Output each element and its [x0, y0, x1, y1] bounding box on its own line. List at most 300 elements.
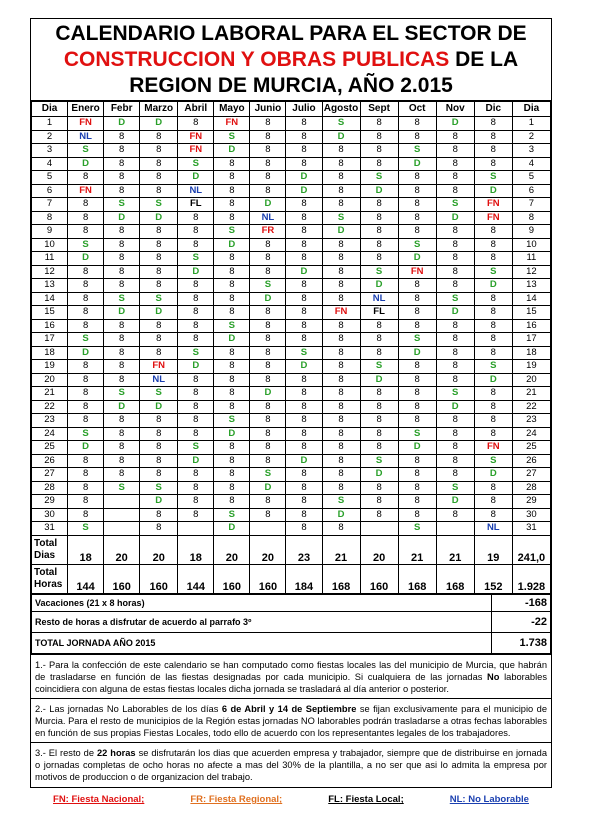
day-cell: 8 — [360, 414, 398, 428]
day-cell: 8 — [398, 279, 436, 293]
legend-fn: FN: Fiesta Nacional; — [53, 794, 145, 805]
day-cell: FN — [140, 360, 178, 374]
day-cell: D — [286, 171, 322, 185]
document-title — [31, 19, 551, 101]
day-cell: D — [178, 171, 214, 185]
day-cell: D — [250, 481, 286, 495]
day-cell: 8 — [436, 279, 474, 293]
day-cell: S — [250, 468, 286, 482]
day-cell: D — [322, 130, 360, 144]
day-cell: S — [178, 252, 214, 266]
day-cell: 8 — [214, 360, 250, 374]
column-header: Agosto — [322, 102, 360, 117]
day-cell: D — [214, 427, 250, 441]
total-value: 19 — [474, 535, 512, 564]
day-cell: 8 — [250, 252, 286, 266]
day-cell: 8 — [140, 265, 178, 279]
day-number: 25 — [32, 441, 68, 455]
table-row — [32, 225, 551, 239]
day-cell: D — [104, 117, 140, 131]
day-number: 17 — [512, 333, 550, 347]
day-cell: NL — [474, 522, 512, 536]
day-number: 16 — [512, 319, 550, 333]
day-cell: 8 — [360, 400, 398, 414]
day-cell: 8 — [360, 252, 398, 266]
day-cell: 8 — [104, 279, 140, 293]
table-row — [32, 522, 551, 536]
day-cell: D — [178, 360, 214, 374]
day-cell: 8 — [286, 400, 322, 414]
table-row — [32, 373, 551, 387]
day-number: 13 — [512, 279, 550, 293]
day-number: 3 — [512, 144, 550, 158]
summary-row — [32, 594, 551, 611]
day-cell: D — [436, 306, 474, 320]
day-cell: 8 — [214, 171, 250, 185]
summary-row — [32, 611, 551, 632]
day-cell: 8 — [104, 130, 140, 144]
day-cell: 8 — [360, 333, 398, 347]
table-row — [32, 252, 551, 266]
table-row — [32, 427, 551, 441]
day-cell: 8 — [322, 346, 360, 360]
day-cell: 8 — [398, 184, 436, 198]
day-cell: 8 — [104, 157, 140, 171]
day-cell: 8 — [474, 333, 512, 347]
day-cell: 8 — [398, 481, 436, 495]
day-cell — [104, 495, 140, 509]
day-cell: S — [68, 144, 104, 158]
note-1: 1.- Para la confección de este calendario se han computado como fiestas locales las del municipio de Murcia, que habrán de trasladarse en función de las fiestas designadas por cada municipio. Si cualquiera de las jornadas No laborables coincidiera con alguna de estas fiestas locales dicha jornada se trasladará al día anterior o posterior. — [31, 654, 551, 698]
day-number: 19 — [32, 360, 68, 374]
column-header: Nov — [436, 102, 474, 117]
summary-label: Resto de horas a disfrutar de acuerdo al parrafo 3º — [32, 611, 492, 632]
day-cell: 8 — [360, 387, 398, 401]
day-cell: 8 — [214, 346, 250, 360]
day-cell: 8 — [250, 508, 286, 522]
day-cell: 8 — [178, 238, 214, 252]
day-cell: 8 — [140, 279, 178, 293]
day-cell: 8 — [398, 306, 436, 320]
day-number: 14 — [32, 292, 68, 306]
day-cell: 8 — [68, 414, 104, 428]
day-cell: 8 — [214, 292, 250, 306]
day-cell: FN — [178, 144, 214, 158]
day-cell: 8 — [286, 157, 322, 171]
total-value: 18 — [178, 535, 214, 564]
day-cell: 8 — [214, 454, 250, 468]
day-cell: 8 — [68, 454, 104, 468]
day-cell: FN — [178, 130, 214, 144]
day-cell: 8 — [286, 117, 322, 131]
day-number: 2 — [512, 130, 550, 144]
total-value: 144 — [178, 564, 214, 593]
day-number: 28 — [512, 481, 550, 495]
day-cell: 8 — [398, 454, 436, 468]
day-cell: 8 — [140, 144, 178, 158]
day-cell: 8 — [436, 184, 474, 198]
day-cell: D — [214, 333, 250, 347]
day-cell: 8 — [474, 117, 512, 131]
day-cell: 8 — [68, 508, 104, 522]
column-header: Enero — [68, 102, 104, 117]
day-number: 6 — [512, 184, 550, 198]
day-cell: 8 — [474, 130, 512, 144]
day-cell: 8 — [250, 360, 286, 374]
day-cell: S — [436, 292, 474, 306]
table-row — [32, 130, 551, 144]
day-cell: D — [68, 441, 104, 455]
day-cell: 8 — [178, 387, 214, 401]
summary-value: 1.738 — [492, 632, 551, 653]
day-cell: 8 — [286, 387, 322, 401]
day-number: 5 — [512, 171, 550, 185]
day-cell: FN — [322, 306, 360, 320]
day-cell: 8 — [68, 387, 104, 401]
day-cell — [436, 522, 474, 536]
day-cell: 8 — [104, 171, 140, 185]
day-cell: D — [140, 495, 178, 509]
day-number: 20 — [512, 373, 550, 387]
day-cell: 8 — [250, 306, 286, 320]
day-number: 19 — [512, 360, 550, 374]
total-value: 21 — [436, 535, 474, 564]
day-cell: D — [322, 508, 360, 522]
day-cell: D — [250, 198, 286, 212]
column-header: Dic — [474, 102, 512, 117]
day-cell: 8 — [68, 265, 104, 279]
day-cell: D — [68, 346, 104, 360]
column-header: Dia — [32, 102, 68, 117]
day-cell: 8 — [322, 171, 360, 185]
day-cell: 8 — [214, 157, 250, 171]
day-number: 27 — [512, 468, 550, 482]
day-cell: 8 — [474, 495, 512, 509]
day-cell: 8 — [286, 522, 322, 536]
day-number: 21 — [512, 387, 550, 401]
total-value: 144 — [68, 564, 104, 593]
day-cell: S — [398, 522, 436, 536]
day-cell: 8 — [474, 346, 512, 360]
day-cell: 8 — [140, 522, 178, 536]
summary-label: Vacaciones (21 x 8 horas) — [32, 594, 492, 611]
day-cell: 8 — [322, 265, 360, 279]
day-cell: 8 — [474, 292, 512, 306]
day-number: 26 — [512, 454, 550, 468]
day-cell: 8 — [436, 171, 474, 185]
day-cell: 8 — [250, 171, 286, 185]
day-cell — [178, 522, 214, 536]
day-cell: 8 — [104, 427, 140, 441]
day-cell: 8 — [436, 238, 474, 252]
day-cell: 8 — [140, 333, 178, 347]
title-line-3: REGION DE MURCIA, AÑO 2.015 — [129, 74, 453, 97]
total-value: 160 — [140, 564, 178, 593]
day-cell: D — [436, 117, 474, 131]
day-cell: 8 — [436, 265, 474, 279]
day-cell: 8 — [214, 481, 250, 495]
day-cell: 8 — [474, 306, 512, 320]
day-cell: 8 — [140, 441, 178, 455]
day-cell: S — [398, 333, 436, 347]
day-cell: D — [436, 400, 474, 414]
table-row — [32, 211, 551, 225]
day-cell: 8 — [140, 252, 178, 266]
day-cell: 8 — [398, 414, 436, 428]
day-cell: 8 — [250, 319, 286, 333]
day-cell: 8 — [178, 211, 214, 225]
day-cell: 8 — [250, 265, 286, 279]
day-cell: 8 — [286, 211, 322, 225]
day-cell: 8 — [398, 495, 436, 509]
day-cell: 8 — [104, 414, 140, 428]
day-cell: S — [474, 360, 512, 374]
day-cell: 8 — [214, 279, 250, 293]
day-cell: S — [140, 481, 178, 495]
day-cell: 8 — [360, 495, 398, 509]
legend-fr: FR: Fiesta Regional; — [190, 794, 283, 805]
day-cell: D — [398, 441, 436, 455]
day-cell: D — [360, 279, 398, 293]
day-cell: 8 — [178, 333, 214, 347]
day-cell: 8 — [250, 333, 286, 347]
day-cell: 8 — [474, 481, 512, 495]
day-cell: 8 — [322, 360, 360, 374]
table-row — [32, 400, 551, 414]
day-number: 4 — [512, 157, 550, 171]
day-cell: 8 — [68, 481, 104, 495]
day-cell: S — [360, 171, 398, 185]
day-cell: 8 — [286, 495, 322, 509]
day-cell: 8 — [104, 238, 140, 252]
table-row — [32, 319, 551, 333]
day-cell: 8 — [436, 333, 474, 347]
day-cell: 8 — [214, 495, 250, 509]
total-value: 20 — [140, 535, 178, 564]
day-cell: 8 — [140, 508, 178, 522]
note-3: 3.- El resto de 22 horas se disfrutarán los dias que acuerden empresa y trabajador, siempre que de distribuirse en jornada o jornadas completas de ocho horas no afecte a mas del 30% de la plantilla, a no ser que asi lo admita la empresa por motivos de produccion o de organizacion del trabajo. — [31, 742, 551, 786]
day-cell: 8 — [436, 508, 474, 522]
day-cell: D — [178, 265, 214, 279]
day-cell: FN — [474, 441, 512, 455]
day-cell: D — [398, 252, 436, 266]
day-number: 8 — [512, 211, 550, 225]
day-number: 3 — [32, 144, 68, 158]
day-cell: S — [322, 495, 360, 509]
day-number: 20 — [32, 373, 68, 387]
day-cell: S — [178, 157, 214, 171]
day-cell: 8 — [436, 468, 474, 482]
column-header: Junio — [250, 102, 286, 117]
table-row — [32, 144, 551, 158]
day-cell: 8 — [178, 292, 214, 306]
day-cell: 8 — [322, 522, 360, 536]
day-cell: 8 — [286, 252, 322, 266]
summary-value: -168 — [492, 594, 551, 611]
day-cell: 8 — [104, 184, 140, 198]
column-header: Oct — [398, 102, 436, 117]
day-number: 30 — [512, 508, 550, 522]
table-row — [32, 198, 551, 212]
day-cell: S — [322, 117, 360, 131]
day-cell: 8 — [140, 184, 178, 198]
day-cell: 8 — [286, 508, 322, 522]
total-value: 160 — [360, 564, 398, 593]
day-cell: 8 — [398, 130, 436, 144]
day-cell: 8 — [178, 319, 214, 333]
day-cell: 8 — [250, 373, 286, 387]
day-cell: 8 — [436, 346, 474, 360]
day-cell: NL — [250, 211, 286, 225]
table-row — [32, 495, 551, 509]
day-number: 24 — [512, 427, 550, 441]
day-number: 6 — [32, 184, 68, 198]
day-cell: 8 — [360, 157, 398, 171]
day-cell: FN — [68, 184, 104, 198]
day-cell: 8 — [286, 130, 322, 144]
table-row — [32, 279, 551, 293]
day-number: 12 — [512, 265, 550, 279]
day-cell: 8 — [140, 157, 178, 171]
day-cell: S — [436, 198, 474, 212]
day-cell: 8 — [398, 508, 436, 522]
day-cell: 8 — [178, 306, 214, 320]
day-number: 23 — [32, 414, 68, 428]
day-cell: 8 — [250, 414, 286, 428]
day-cell: 8 — [286, 468, 322, 482]
day-number: 30 — [32, 508, 68, 522]
day-cell: S — [68, 522, 104, 536]
day-cell: 8 — [322, 481, 360, 495]
day-number: 29 — [512, 495, 550, 509]
day-cell: 8 — [322, 454, 360, 468]
day-cell: 8 — [104, 225, 140, 239]
day-number: 12 — [32, 265, 68, 279]
day-cell: 8 — [68, 319, 104, 333]
day-cell: FL — [360, 306, 398, 320]
day-cell — [104, 522, 140, 536]
day-cell: S — [214, 130, 250, 144]
day-cell: 8 — [104, 265, 140, 279]
day-cell: 8 — [140, 346, 178, 360]
day-cell: D — [474, 468, 512, 482]
calendar-table — [31, 101, 551, 594]
day-cell: 8 — [178, 427, 214, 441]
day-cell: 8 — [322, 373, 360, 387]
day-cell: 8 — [286, 198, 322, 212]
day-cell: NL — [178, 184, 214, 198]
day-cell: 8 — [140, 319, 178, 333]
day-cell: 8 — [436, 373, 474, 387]
day-cell: 8 — [322, 319, 360, 333]
day-number: 27 — [32, 468, 68, 482]
total-value: 20 — [360, 535, 398, 564]
day-cell: 8 — [360, 198, 398, 212]
day-cell: 8 — [104, 319, 140, 333]
day-cell: 8 — [474, 252, 512, 266]
day-cell: 8 — [68, 211, 104, 225]
day-cell: 8 — [398, 225, 436, 239]
day-cell: 8 — [140, 225, 178, 239]
day-cell: 8 — [286, 427, 322, 441]
day-cell: D — [286, 265, 322, 279]
day-cell: 8 — [140, 130, 178, 144]
total-value: 168 — [322, 564, 360, 593]
day-cell: 8 — [286, 292, 322, 306]
day-cell: 8 — [322, 252, 360, 266]
day-cell: 8 — [214, 252, 250, 266]
day-cell: 8 — [398, 171, 436, 185]
day-cell: 8 — [474, 387, 512, 401]
day-cell: S — [474, 171, 512, 185]
day-cell: 8 — [250, 157, 286, 171]
day-cell: D — [398, 157, 436, 171]
total-value: 20 — [250, 535, 286, 564]
day-number: 1 — [512, 117, 550, 131]
day-cell: 8 — [322, 144, 360, 158]
day-cell: 8 — [178, 225, 214, 239]
day-cell: D — [398, 346, 436, 360]
day-cell: 8 — [286, 333, 322, 347]
day-cell: D — [286, 184, 322, 198]
day-number: 11 — [32, 252, 68, 266]
day-cell: 8 — [474, 400, 512, 414]
day-number: 18 — [32, 346, 68, 360]
summary-row — [32, 632, 551, 653]
day-cell: S — [68, 333, 104, 347]
day-cell: 8 — [250, 144, 286, 158]
day-cell: 8 — [250, 427, 286, 441]
day-number: 21 — [32, 387, 68, 401]
day-cell: 8 — [104, 252, 140, 266]
day-number: 1 — [32, 117, 68, 131]
day-number: 5 — [32, 171, 68, 185]
day-cell: 8 — [286, 373, 322, 387]
day-cell: 8 — [214, 373, 250, 387]
day-number: 22 — [32, 400, 68, 414]
day-cell: S — [398, 427, 436, 441]
day-cell: 8 — [360, 481, 398, 495]
table-row — [32, 333, 551, 347]
day-cell: 8 — [322, 427, 360, 441]
table-row — [32, 468, 551, 482]
day-cell: 8 — [286, 414, 322, 428]
total-label: Total Dias — [32, 535, 68, 564]
day-cell: 8 — [214, 441, 250, 455]
day-cell: D — [178, 454, 214, 468]
day-number: 7 — [32, 198, 68, 212]
day-cell — [104, 508, 140, 522]
table-row — [32, 387, 551, 401]
table-row — [32, 346, 551, 360]
title-line-1: CALENDARIO LABORAL PARA EL SECTOR DE — [55, 22, 527, 45]
day-cell: 8 — [104, 144, 140, 158]
day-cell: 8 — [474, 157, 512, 171]
day-cell: 8 — [178, 495, 214, 509]
column-header: Sept — [360, 102, 398, 117]
day-cell: 8 — [436, 454, 474, 468]
table-row — [32, 441, 551, 455]
day-cell: D — [360, 468, 398, 482]
day-cell: S — [286, 346, 322, 360]
day-cell: D — [104, 306, 140, 320]
table-row — [32, 184, 551, 198]
day-cell: 8 — [68, 373, 104, 387]
day-cell: S — [140, 198, 178, 212]
total-label: Total Horas — [32, 564, 68, 593]
calendar-document — [30, 18, 552, 788]
day-cell: 8 — [214, 387, 250, 401]
